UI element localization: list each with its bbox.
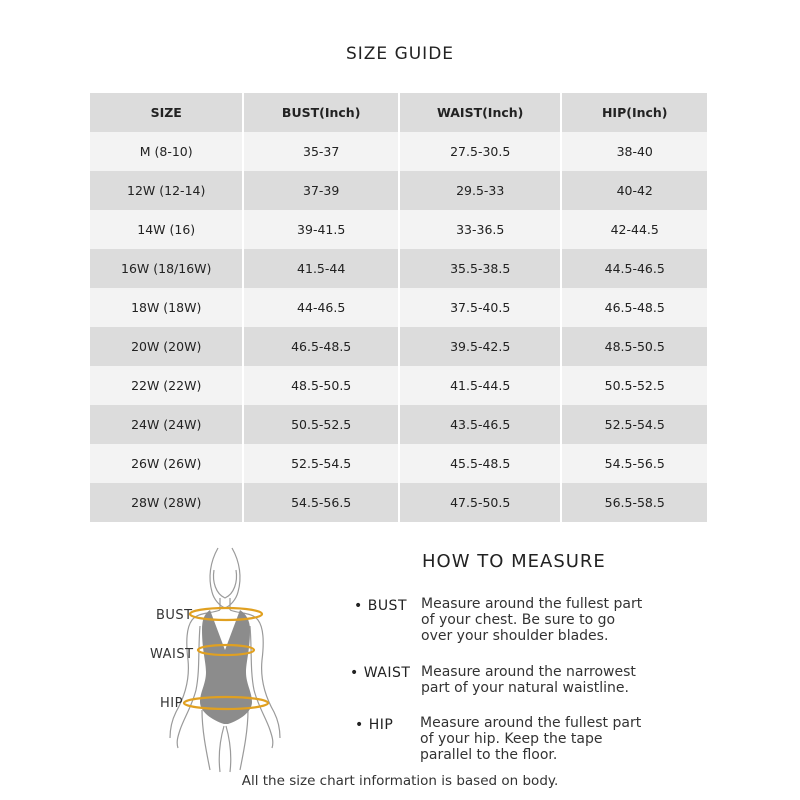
cell-waist: 27.5-30.5 [400,132,561,171]
header-hip: HIP(Inch) [562,93,707,132]
cell-size: 26W (26W) [90,444,242,483]
cell-size: 16W (18/16W) [90,249,242,288]
table-row [90,405,707,444]
cell-waist: 45.5-48.5 [400,444,561,483]
table-row [90,132,707,171]
table-row [90,444,707,483]
header-waist: WAIST(Inch) [400,93,561,132]
cell-bust: 37-39 [244,171,398,210]
measure-text-line: of your hip. Keep the tape [420,731,603,747]
cell-hip: 42-44.5 [562,210,707,249]
body-figure [140,540,310,780]
cell-hip: 38-40 [562,132,707,171]
cell-bust: 52.5-54.5 [244,444,398,483]
measure-text-waist [421,664,671,696]
measure-text-line: Measure around the narrowest [421,664,636,680]
measure-text-line: parallel to the floor. [420,747,558,763]
measure-text-line: part of your natural waistline. [421,680,629,696]
cell-bust: 35-37 [244,132,398,171]
cell-hip: 54.5-56.5 [562,444,707,483]
measure-text-bust [421,596,671,644]
cell-bust: 46.5-48.5 [244,327,398,366]
cell-waist: 43.5-46.5 [400,405,561,444]
measure-label-bust: • BUST [354,598,407,614]
cell-size: 28W (28W) [90,483,242,522]
cell-bust: 54.5-56.5 [244,483,398,522]
header-size: SIZE [90,93,242,132]
cell-hip: 40-42 [562,171,707,210]
measure-text-line: over your shoulder blades. [421,628,609,644]
cell-bust: 39-41.5 [244,210,398,249]
cell-waist: 37.5-40.5 [400,288,561,327]
figure-label-waist: WAIST [150,647,194,662]
footnote: All the size chart information is based on body. [241,773,559,789]
cell-size: 22W (22W) [90,366,242,405]
cell-hip: 44.5-46.5 [562,249,707,288]
table-row [90,288,707,327]
table-row [90,171,707,210]
measure-text-line: Measure around the fullest part [421,596,643,612]
cell-waist: 47.5-50.5 [400,483,561,522]
header-bust: BUST(Inch) [244,93,398,132]
cell-size: M (8-10) [90,132,242,171]
cell-size: 12W (12-14) [90,171,242,210]
measure-text-line: Measure around the fullest part [420,715,642,731]
cell-waist: 39.5-42.5 [400,327,561,366]
bodysuit-shape [200,610,252,724]
cell-waist: 29.5-33 [400,171,561,210]
measure-text-line: of your chest. Be sure to go [421,612,616,628]
figure-label-hip: HIP [160,696,183,711]
cell-hip: 48.5-50.5 [562,327,707,366]
table-header-row [90,93,707,132]
measure-label-hip: • HIP [355,717,394,733]
cell-waist: 41.5-44.5 [400,366,561,405]
cell-size: 14W (16) [90,210,242,249]
measure-label-waist: • WAIST [350,665,411,681]
cell-hip: 50.5-52.5 [562,366,707,405]
table-row [90,366,707,405]
how-to-measure-title: HOW TO MEASURE [422,551,606,572]
cell-waist: 33-36.5 [400,210,561,249]
table-row [90,249,707,288]
cell-size: 24W (24W) [90,405,242,444]
cell-bust: 50.5-52.5 [244,405,398,444]
measure-text-hip [420,715,670,763]
size-table [88,93,709,522]
table-row [90,483,707,522]
figure-label-bust: BUST [156,608,193,623]
cell-bust: 41.5-44 [244,249,398,288]
page-title: SIZE GUIDE [345,44,455,64]
cell-hip: 52.5-54.5 [562,405,707,444]
cell-size: 20W (20W) [90,327,242,366]
table-row [90,327,707,366]
cell-bust: 48.5-50.5 [244,366,398,405]
cell-waist: 35.5-38.5 [400,249,561,288]
cell-bust: 44-46.5 [244,288,398,327]
cell-size: 18W (18W) [90,288,242,327]
table-row [90,210,707,249]
cell-hip: 46.5-48.5 [562,288,707,327]
cell-hip: 56.5-58.5 [562,483,707,522]
